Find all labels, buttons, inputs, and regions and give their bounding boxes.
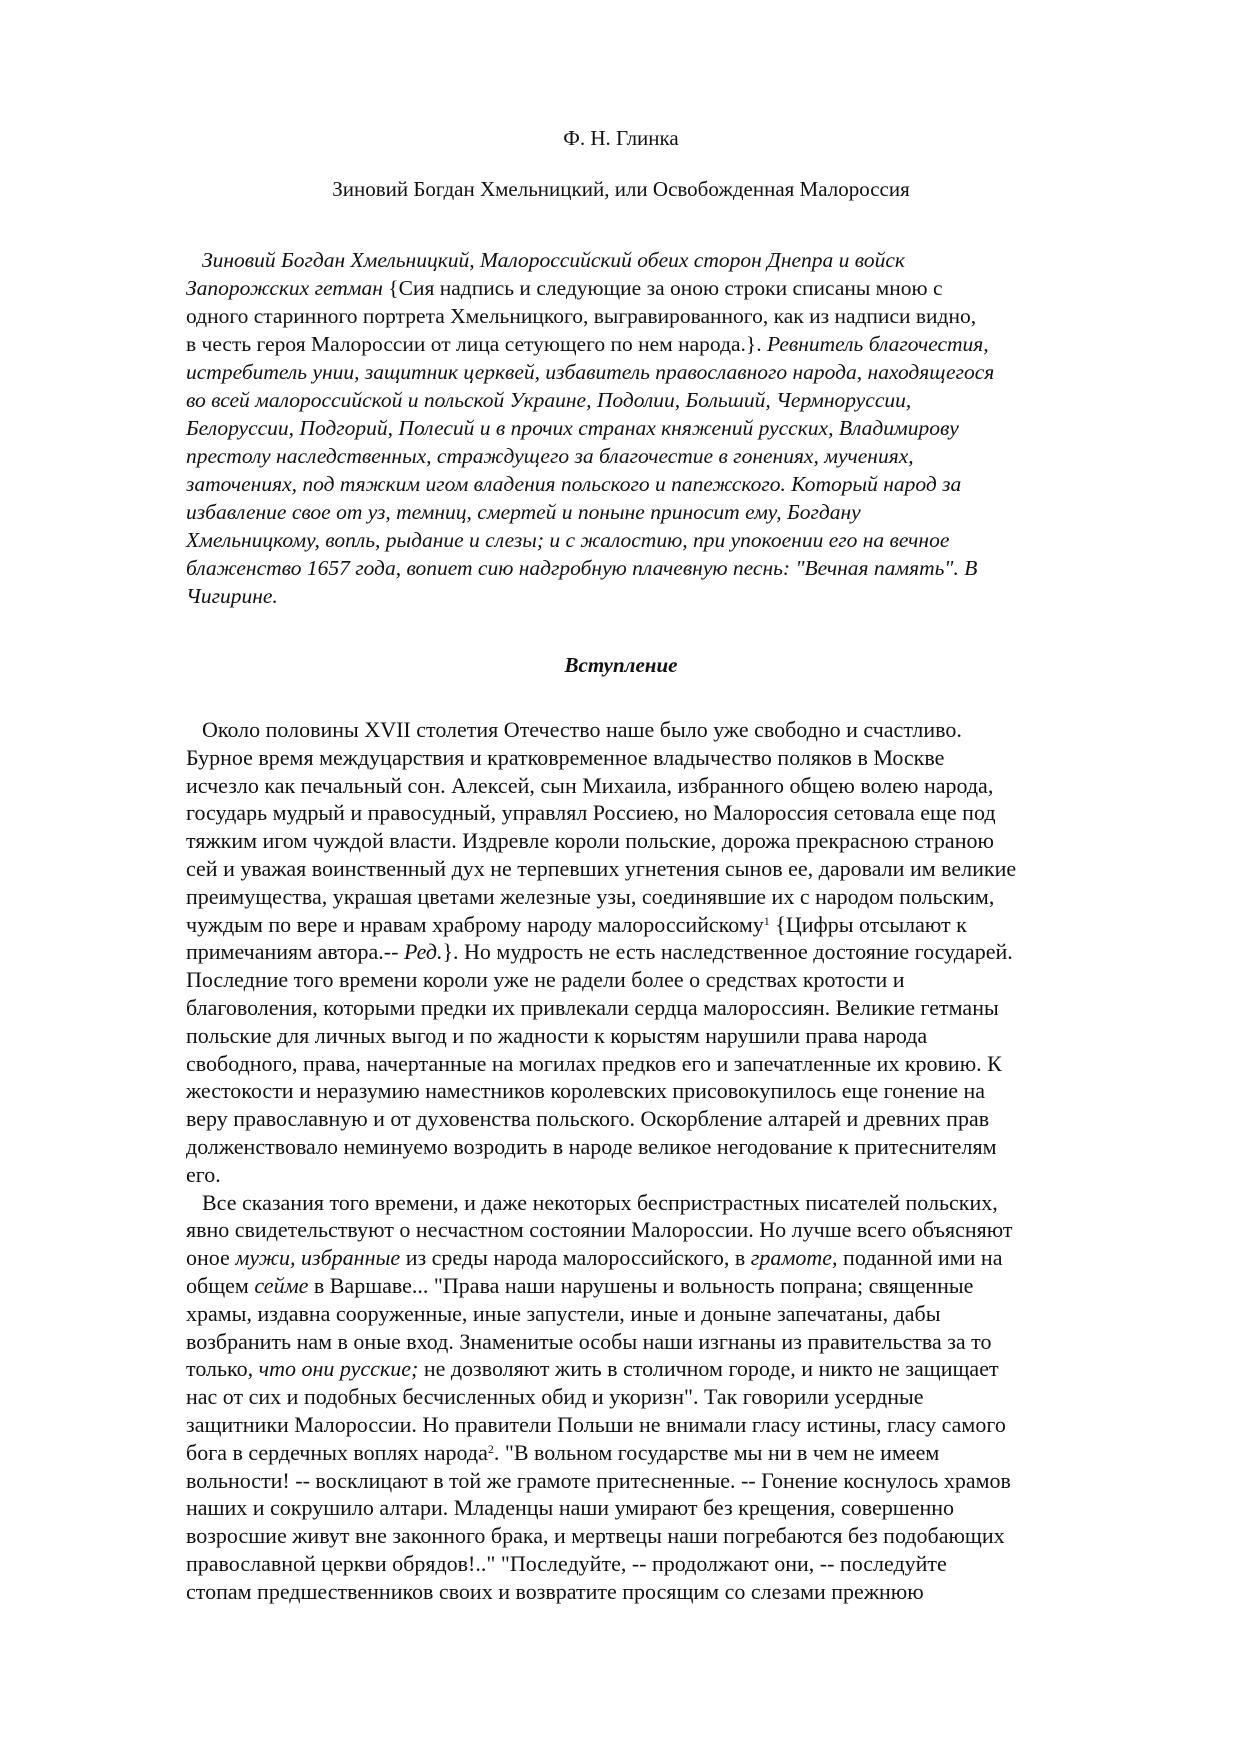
italic-text: мужи, избранные — [235, 1245, 401, 1271]
text-run: нас от сих и подобных бесчисленных обид и укоризн". Так говорили усердные — [186, 1384, 924, 1410]
text-line — [186, 1383, 1126, 1411]
text-run: исчезло как печальный сон. Алексей, сын Михаила, избранного общею волею народа, — [186, 772, 994, 798]
italic-text: престолу наследственных, страждущего за благочестие в гонениях, мучениях, — [186, 444, 914, 468]
epigraph — [186, 246, 1126, 610]
text-line — [186, 994, 1126, 1022]
epigraph-line — [186, 582, 1126, 610]
text-line — [186, 1244, 1126, 1272]
text-run: Около половины XVII столетия Отечество наше было уже свободно и счастливо. — [202, 717, 962, 742]
epigraph-line — [186, 358, 1126, 386]
italic-text: сейме — [254, 1272, 309, 1298]
text-run: Все сказания того времени, и даже некоторых беспристрастных писателей польских, — [202, 1189, 998, 1215]
text-run: оное — [186, 1245, 236, 1271]
author-name: Ф. Н. Глинка — [563, 126, 679, 150]
text-run: преимущества, украшая цветами железные узы, соединявшие их с народом польским, — [186, 883, 995, 909]
text-line — [186, 1216, 1126, 1244]
italic-text: во всей малороссийской и польской Украине, Подолии, Больший, Чермнорусcии, — [186, 388, 912, 412]
section-heading: Вступление — [564, 653, 678, 677]
text-line — [186, 799, 1126, 827]
text-run: явно свидетельствуют о несчастном состоянии Малороссии. Но лучше всего объясняют — [186, 1217, 1013, 1243]
text-run: стопам предшественников своих и возвратите просящим со слезами прежнюю — [186, 1578, 924, 1604]
epigraph-line — [186, 274, 1126, 302]
text-line — [186, 966, 1126, 994]
text-run: бога в сердечных воплях народа — [186, 1439, 488, 1465]
text-line — [186, 938, 1126, 966]
text-run: Бурное время междуцарствия и кратковременное владычество поляков в Москве — [186, 744, 945, 770]
text-run: польские для личных выгод и по жадности к корыстям нарушили права народа — [186, 1022, 928, 1048]
italic-text: Белоруссии, Подгорий, Полесий и в прочих странах княжений русских, Владимирову — [186, 416, 959, 440]
text-line — [186, 716, 1126, 744]
text-run: возбранить нам в оные вход. Знаменитые особы наши изгнаны из правительства за то — [186, 1328, 992, 1354]
text-line — [186, 855, 1126, 883]
text-run: веру православную и от духовенства польского. Оскорбление алтарей и древних прав — [186, 1106, 990, 1132]
text-line — [186, 1467, 1126, 1495]
epigraph-line — [186, 554, 1126, 582]
body-text — [186, 716, 1126, 1606]
epigraph-line — [186, 302, 1126, 330]
text-line — [186, 1161, 1126, 1189]
text-line — [186, 883, 1126, 911]
text-run: вольности! -- восклицают в той же грамоте притесненные. -- Гонение коснулось храмов — [186, 1467, 1011, 1493]
text-line — [186, 1494, 1126, 1522]
text-line — [186, 1133, 1126, 1161]
epigraph-line — [186, 330, 1126, 358]
text-run: {Сия надпись и следующие за оною строки списаны мною с — [382, 276, 943, 300]
italic-text: что они русские; — [258, 1356, 419, 1382]
text-run: не дозволяют жить в столичном городе, и никто не защищает — [418, 1356, 999, 1382]
text-line — [186, 1522, 1126, 1550]
italic-text: Чигирине. — [186, 584, 278, 608]
text-run: сей и уважая воинственный дух не терпевших угнетения сынов ее, даровали им великие — [186, 855, 1017, 881]
text-line — [186, 1578, 1126, 1606]
text-run: из среды народа малороссийского, в — [400, 1245, 751, 1271]
epigraph-line — [186, 414, 1126, 442]
text-run: {Цифры отсылают к — [769, 911, 967, 937]
text-run: возросшие живут вне законного брака, и мертвецы наши погребаются без подобающих — [186, 1523, 1005, 1549]
text-line — [186, 911, 1126, 939]
text-run: общем — [186, 1272, 255, 1298]
text-line — [186, 1022, 1126, 1050]
epigraph-line — [186, 246, 1126, 274]
text-line — [186, 744, 1126, 772]
text-line — [186, 1328, 1126, 1356]
text-line — [186, 1077, 1126, 1105]
text-run: }. Но мудрость не есть наследственное достояние государей. — [442, 939, 1013, 965]
text-run: только, — [186, 1356, 259, 1382]
text-run: чуждым по вере и нравам храброму народу малороссийскому — [186, 911, 764, 937]
text-run: Последние того времени короли уже не радели более о средствах кротости и — [186, 967, 905, 993]
text-line — [186, 1189, 1126, 1217]
text-line — [186, 827, 1126, 855]
italic-text: Запорожских гетман — [186, 276, 383, 300]
body-paragraph — [186, 716, 1126, 1189]
text-run: храмы, издавна сооруженные, иные запустели, иные и доныне запечатаны, дабы — [186, 1300, 941, 1326]
text-run: благоволения, которыми предки их привлекали сердца малороссиян. Великие гетманы — [186, 994, 999, 1020]
text-run: . "В вольном государстве мы ни в чем не имеем — [493, 1439, 940, 1465]
footnote-marker: 1 — [763, 913, 770, 928]
text-line — [186, 1300, 1126, 1328]
epigraph-line — [186, 470, 1126, 498]
text-run: тяжким игом чуждой власти. Издревле короли польские, дорожа прекрасною страною — [186, 828, 994, 854]
text-run: свободного, права, начертанные на могилах предков его и запечатленные их кровию. К — [186, 1050, 1002, 1076]
italic-text: Хмельницкому, вопль, рыдание и слезы; и с жалостию, при упокоении его на вечное — [186, 528, 950, 552]
italic-text: грамоте, — [750, 1245, 838, 1271]
text-line — [186, 1272, 1126, 1300]
epigraph-line — [186, 526, 1126, 554]
italic-text: блаженство 1657 года, вопиет сию надгробную плачевную песнь: "Вечная память". В — [186, 556, 978, 580]
text-run: государь мудрый и правосудный, управлял Россиею, но Малороссия сетовала еще под — [186, 800, 996, 826]
text-run: примечаниям автора.-- — [186, 939, 404, 965]
italic-text: избавление свое от уз, темниц, смертей и поныне приносит ему, Богдану — [186, 500, 861, 524]
text-run: православной церкви обрядов!.." "Последуйте, -- продолжают они, -- последуйте — [186, 1550, 947, 1576]
text-run: в честь героя Малороссии от лица сетующего по нем народа.}. — [186, 332, 767, 356]
text-line — [186, 772, 1126, 800]
text-run: наших и сокрушило алтари. Младенцы наши умирают без крещения, совершенно — [186, 1495, 955, 1521]
text-line — [186, 1411, 1126, 1439]
italic-text: Ревнитель благочестия, — [767, 332, 989, 356]
body-paragraph — [186, 1189, 1126, 1606]
text-line — [186, 1439, 1126, 1467]
text-run: жестокости и неразумию наместников королевских присовокупилось еще гонение на — [186, 1078, 986, 1104]
text-run: поданной ими на — [837, 1245, 1003, 1271]
epigraph-line — [186, 442, 1126, 470]
epigraph-line — [186, 386, 1126, 414]
text-line — [186, 1550, 1126, 1578]
epigraph-line — [186, 498, 1126, 526]
work-title: Зиновий Богдан Хмельницкий, или Освобожденная Малороссия — [332, 177, 910, 201]
italic-text: Зиновий Богдан Хмельницкий, Малороссийский обеих сторон Днепра и войск — [202, 248, 905, 272]
footnote-marker: 2 — [487, 1441, 494, 1456]
text-run: защитники Малороссии. Но правители Польши не внимали гласу истины, гласу самого — [186, 1411, 1006, 1437]
italic-text: Ред. — [403, 939, 443, 965]
text-run: его. — [186, 1161, 221, 1187]
italic-text: истребитель унии, защитник церквей, избавитель православного народа, находящегося — [186, 360, 995, 384]
text-run: одного старинного портрета Хмельницкого, выгравированного, как из надписи видно, — [186, 304, 977, 328]
italic-text: заточениях, под тяжким игом владения польского и папежского. Который народ за — [186, 472, 962, 496]
text-line — [186, 1050, 1126, 1078]
text-run: долженствовало неминуемо возродить в народе великое негодование к притеснителям — [186, 1133, 997, 1159]
text-run: в Варшаве... "Права наши нарушены и вольность попрана; священные — [308, 1272, 974, 1298]
text-line — [186, 1355, 1126, 1383]
text-line — [186, 1105, 1126, 1133]
